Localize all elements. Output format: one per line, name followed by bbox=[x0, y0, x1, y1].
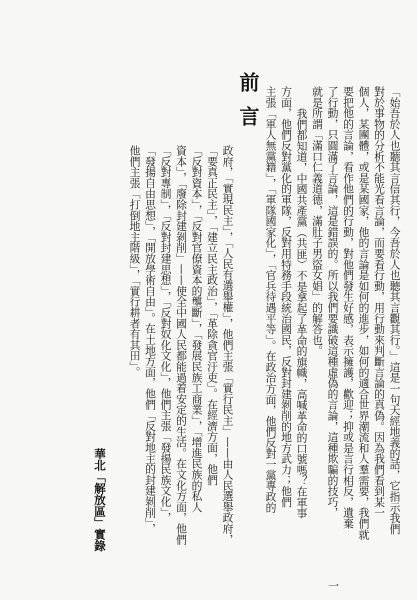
text-column: 他們主張「打倒地主階級」，「實行耕者有其田」。 bbox=[128, 145, 142, 378]
running-title: 華北「解放區」實錄 bbox=[93, 448, 107, 552]
page-number: 一 bbox=[326, 580, 340, 591]
text-column: 就是所謂「滿口仁義道德，滿肚子男盜女娼」的解答也。 bbox=[311, 86, 324, 356]
text-column: 「反對專制」，「反對封建思想」，「反對奴化文化」，他們主張「發揚民族文化」， bbox=[159, 145, 173, 523]
text-column: 「要真正民主」，「建立民主政治」，「革除貪官汙吏」。在經濟方面，他們 bbox=[206, 145, 219, 486]
text-column: 對於事物的分析不能光看言論，而要看行動，用行動來判斷言論的真偽。因為我們看到某一 bbox=[373, 86, 386, 518]
text-column: 「反對資本」，「反對官僚資本的壟斷」，「發展民族工商業」，「增進民族的私人 bbox=[190, 145, 204, 513]
text-column: 要把他的言論，看作他們的行動，對他們發生好感，表示擁護，歡迎；抑或是言行相反，遺棄 bbox=[342, 86, 355, 529]
text-column: 方面，他們反對黨化的軍隊，反對用特務手段統治國民，反對封建剝削的地方武力；他們 bbox=[280, 86, 293, 508]
section-heading: 前言 bbox=[236, 72, 260, 140]
text-column: 「發揚自由思想」，「開放學術自由」。在土地方面，他們「反對地主的封建剝削」， bbox=[144, 145, 157, 534]
text-column: 政府，「實現民主」，「人民有選舉權」，他們主張「實行民主」——由人民選舉政府， bbox=[221, 145, 235, 545]
text-column: 個人，某團體，或是某國家，他的言論是如何的進步，如何的適合世界潮流和人羣需要，我們就 bbox=[357, 86, 371, 540]
text-column: 我們都知道，中國共產黨（共匪）不是拿起了革命的旗幟，高喊革命的口號嗎？在軍事 bbox=[295, 107, 309, 518]
text-column: 了行動，只圓滿了言論，這是錯誤的。所以我們要識破這種虛偽的言論，這種欺騙的技巧， bbox=[326, 86, 340, 518]
text-column: 「始吾於人也聽其言信其行，今吾於人也聽其言觀其行。」這是一句天經地義的話，它指示我們 bbox=[388, 86, 402, 535]
text-column: 主張「軍人無黨籍」，「軍隊國家化」，「官兵待遇平等」。在政治方面，他們反對一黨專政的 bbox=[264, 86, 278, 513]
text-column: 資本」，「廢除封建剝削」——使全中國人民都能過着安定的生活。在文化方面，他們 bbox=[175, 145, 188, 545]
